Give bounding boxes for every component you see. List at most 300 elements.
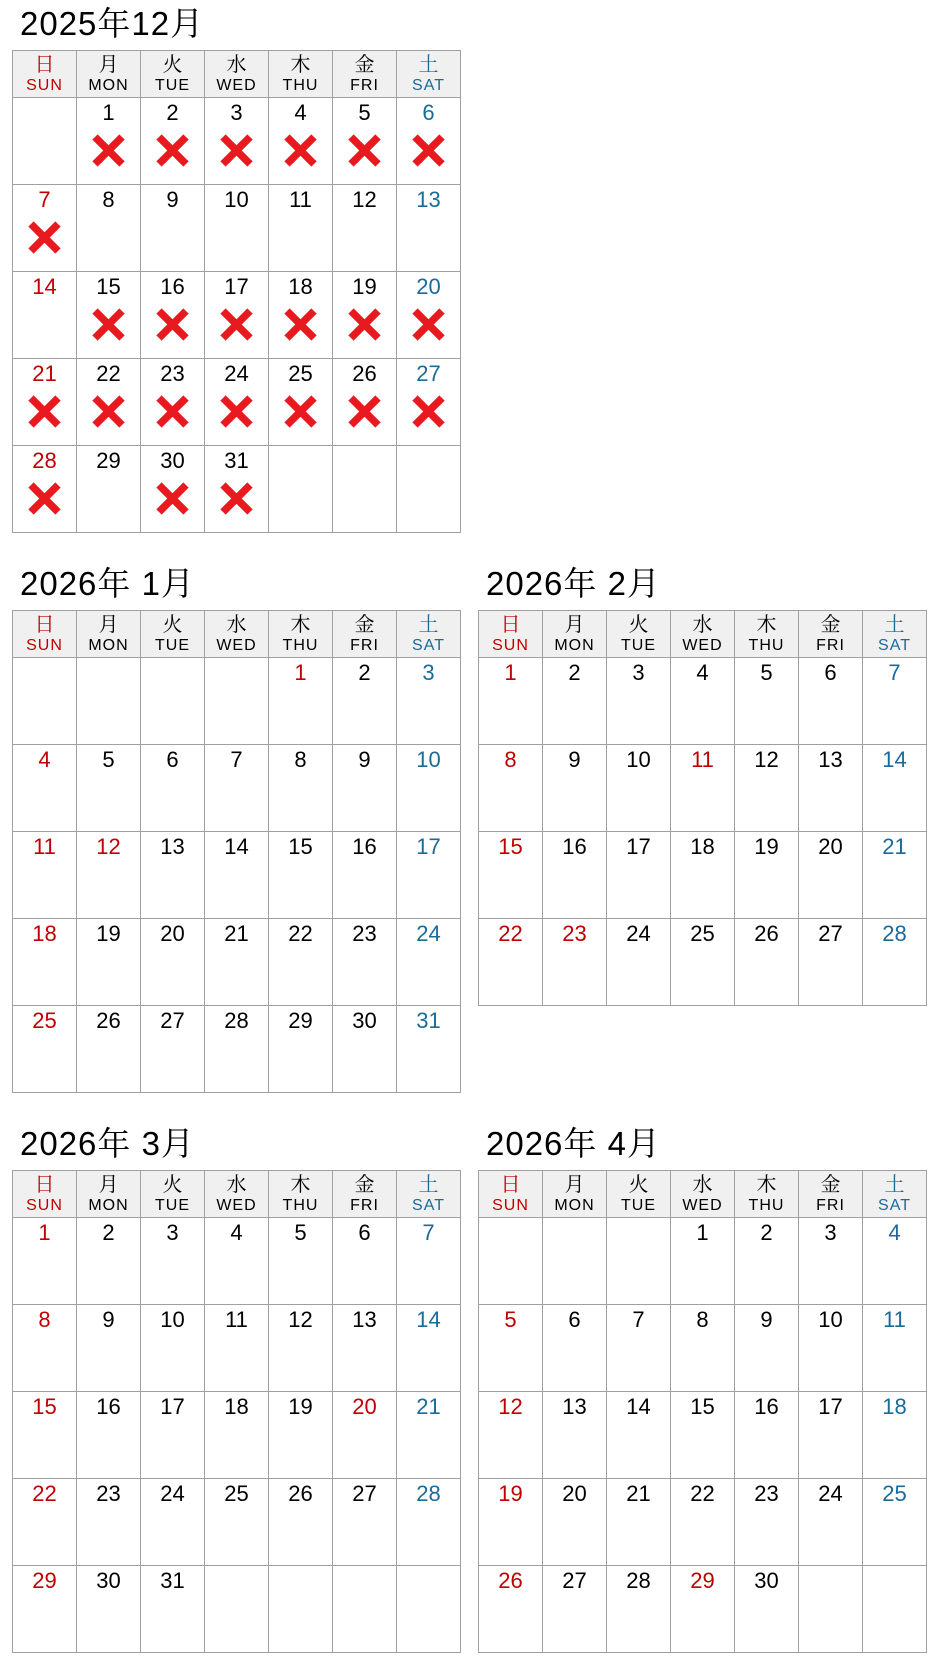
day-number: 11 [33, 834, 56, 859]
weekday-cell-fri [333, 51, 397, 98]
day-number: 23 [754, 1481, 779, 1506]
weekday-kanji: 火 [162, 1174, 183, 1196]
day-number: 19 [352, 274, 377, 299]
day-number: 13 [562, 1394, 587, 1419]
day-cell-2026-04-5 [479, 1305, 543, 1392]
weekday-romaji: FRI [816, 1197, 845, 1214]
day-number: 12 [288, 1307, 313, 1332]
day-cell-2026-02-3 [607, 658, 671, 745]
weekday-cell-sat [397, 51, 461, 98]
day-cell-2026-02-22 [479, 919, 543, 1006]
weekday-cell-thu [269, 1171, 333, 1218]
day-number: 16 [562, 834, 587, 859]
calendar-table [478, 1170, 927, 1653]
weekday-kanji: 土 [884, 614, 905, 636]
day-number: 5 [504, 1307, 517, 1332]
day-number: 20 [818, 834, 843, 859]
day-cell-2026-02-25 [671, 919, 735, 1006]
day-number: 6 [166, 747, 179, 772]
day-number: 1 [294, 660, 307, 685]
day-number: 6 [358, 1220, 371, 1245]
day-cell-2026-03-3 [141, 1218, 205, 1305]
weekday-kanji: 土 [418, 54, 439, 76]
day-number: 7 [38, 187, 51, 212]
day-number: 1 [696, 1220, 709, 1245]
weekday-romaji: MON [554, 1197, 595, 1214]
day-number: 10 [416, 747, 441, 772]
empty-day-cell [13, 98, 77, 185]
day-number: 22 [498, 921, 523, 946]
day-cell-2026-01-28 [205, 1006, 269, 1093]
day-number: 7 [230, 747, 243, 772]
day-number: 2 [358, 660, 371, 685]
day-number: 3 [230, 100, 243, 125]
weekday-kanji: 木 [756, 614, 777, 636]
week-row [13, 832, 461, 919]
day-cell-2025-12-3 [205, 98, 269, 185]
day-cell-2025-12-8 [77, 185, 141, 272]
weekday-romaji: MON [554, 637, 595, 654]
weekday-romaji: THU [282, 77, 319, 94]
day-number: 23 [160, 361, 185, 386]
weekday-romaji: SAT [412, 637, 445, 654]
weekday-romaji: THU [282, 1197, 319, 1214]
day-cell-2026-04-4 [863, 1218, 927, 1305]
weekday-kanji: 日 [500, 1174, 521, 1196]
weekday-cell-mon [543, 1171, 607, 1218]
weekday-romaji: THU [748, 637, 785, 654]
day-number: 5 [294, 1220, 307, 1245]
week-row [13, 446, 461, 533]
day-number: 22 [288, 921, 313, 946]
weekday-kanji: 水 [226, 614, 247, 636]
day-number: 16 [160, 274, 185, 299]
day-number: 26 [352, 361, 377, 386]
weekday-kanji: 月 [98, 54, 119, 76]
day-cell-2026-03-2 [77, 1218, 141, 1305]
day-cell-2025-12-11 [269, 185, 333, 272]
weekday-cell-sat [863, 611, 927, 658]
x-mark-icon [154, 133, 191, 168]
weekday-cell-fri [333, 1171, 397, 1218]
day-cell-2026-01-16 [333, 832, 397, 919]
day-number: 29 [690, 1568, 715, 1593]
day-number: 17 [416, 834, 441, 859]
day-cell-2026-03-20 [333, 1392, 397, 1479]
weekday-cell-tue [607, 611, 671, 658]
x-mark-icon [90, 133, 127, 168]
day-number: 19 [288, 1394, 313, 1419]
day-cell-2026-02-8 [479, 745, 543, 832]
day-cell-2026-02-15 [479, 832, 543, 919]
week-row [479, 1305, 927, 1392]
day-number: 19 [96, 921, 121, 946]
day-cell-2026-04-12 [479, 1392, 543, 1479]
day-cell-2026-02-28 [863, 919, 927, 1006]
day-number: 15 [32, 1394, 57, 1419]
day-number: 9 [760, 1307, 773, 1332]
weekday-cell-tue [607, 1171, 671, 1218]
day-number: 9 [102, 1307, 115, 1332]
day-cell-2025-12-26 [333, 359, 397, 446]
x-mark-icon [154, 307, 191, 342]
day-cell-2026-01-22 [269, 919, 333, 1006]
day-number: 20 [352, 1394, 377, 1419]
weekday-romaji: WED [682, 1197, 723, 1214]
day-cell-2026-01-13 [141, 832, 205, 919]
weekday-romaji: SUN [492, 1197, 529, 1214]
day-cell-2026-02-20 [799, 832, 863, 919]
day-number: 30 [754, 1568, 779, 1593]
weekday-kanji: 木 [290, 614, 311, 636]
empty-day-cell [397, 446, 461, 533]
week-row [479, 1566, 927, 1653]
day-cell-2026-03-28 [397, 1479, 461, 1566]
weekday-romaji: WED [682, 637, 723, 654]
day-number: 18 [32, 921, 57, 946]
weekday-romaji: TUE [621, 637, 656, 654]
month-title: 2025年12月 [20, 5, 205, 42]
week-row [13, 272, 461, 359]
x-mark-icon [218, 394, 255, 429]
weekday-cell-thu [269, 51, 333, 98]
weekday-kanji: 金 [354, 614, 375, 636]
day-cell-2025-12-27 [397, 359, 461, 446]
day-number: 27 [416, 361, 441, 386]
week-row [479, 1218, 927, 1305]
weekday-kanji: 日 [34, 1174, 55, 1196]
weekday-cell-sun [479, 1171, 543, 1218]
day-cell-2026-01-5 [77, 745, 141, 832]
day-cell-2026-03-19 [269, 1392, 333, 1479]
weekday-kanji: 木 [290, 54, 311, 76]
day-number: 8 [294, 747, 307, 772]
day-cell-2026-02-14 [863, 745, 927, 832]
day-number: 2 [568, 660, 581, 685]
day-number: 6 [824, 660, 837, 685]
day-cell-2026-02-7 [863, 658, 927, 745]
day-number: 19 [754, 834, 779, 859]
day-cell-2026-04-27 [543, 1566, 607, 1653]
weekday-romaji: SUN [26, 77, 63, 94]
day-number: 14 [882, 747, 907, 772]
day-number: 21 [224, 921, 249, 946]
weekday-kanji: 土 [884, 1174, 905, 1196]
day-cell-2026-02-26 [735, 919, 799, 1006]
empty-day-cell [13, 658, 77, 745]
weekday-kanji: 日 [500, 614, 521, 636]
day-number: 31 [160, 1568, 185, 1593]
month-2026-02 [478, 563, 927, 1006]
empty-day-cell [333, 446, 397, 533]
day-number: 7 [632, 1307, 645, 1332]
day-number: 8 [696, 1307, 709, 1332]
day-cell-2026-04-26 [479, 1566, 543, 1653]
day-cell-2026-04-15 [671, 1392, 735, 1479]
weekday-romaji: SAT [412, 77, 445, 94]
day-number: 2 [166, 100, 179, 125]
day-number: 8 [102, 187, 115, 212]
day-cell-2026-04-24 [799, 1479, 863, 1566]
day-number: 16 [96, 1394, 121, 1419]
day-cell-2025-12-14 [13, 272, 77, 359]
day-cell-2025-12-1 [77, 98, 141, 185]
day-number: 24 [626, 921, 651, 946]
day-number: 24 [818, 1481, 843, 1506]
week-row [13, 1566, 461, 1653]
weekday-kanji: 火 [628, 1174, 649, 1196]
day-cell-2025-12-15 [77, 272, 141, 359]
weekday-header-row [13, 1171, 461, 1218]
day-number: 15 [498, 834, 523, 859]
day-number: 17 [224, 274, 249, 299]
empty-day-cell [543, 1218, 607, 1305]
day-number: 21 [32, 361, 57, 386]
day-number: 1 [102, 100, 115, 125]
weekday-cell-tue [141, 611, 205, 658]
day-number: 25 [224, 1481, 249, 1506]
empty-day-cell [333, 1566, 397, 1653]
day-number: 28 [32, 448, 57, 473]
day-cell-2026-03-17 [141, 1392, 205, 1479]
x-mark-icon [410, 394, 447, 429]
day-cell-2026-01-3 [397, 658, 461, 745]
weekday-romaji: TUE [155, 1197, 190, 1214]
day-number: 30 [96, 1568, 121, 1593]
day-cell-2026-04-16 [735, 1392, 799, 1479]
day-number: 27 [818, 921, 843, 946]
day-cell-2026-04-17 [799, 1392, 863, 1479]
day-cell-2026-03-6 [333, 1218, 397, 1305]
day-cell-2026-02-6 [799, 658, 863, 745]
day-cell-2026-02-19 [735, 832, 799, 919]
day-cell-2026-03-11 [205, 1305, 269, 1392]
day-number: 3 [632, 660, 645, 685]
day-number: 30 [352, 1008, 377, 1033]
weekday-cell-fri [799, 611, 863, 658]
x-mark-icon [90, 394, 127, 429]
empty-day-cell [205, 1566, 269, 1653]
day-cell-2026-01-4 [13, 745, 77, 832]
day-cell-2026-01-7 [205, 745, 269, 832]
day-cell-2026-03-23 [77, 1479, 141, 1566]
day-cell-2026-03-25 [205, 1479, 269, 1566]
day-cell-2025-12-10 [205, 185, 269, 272]
day-cell-2026-01-17 [397, 832, 461, 919]
weekday-cell-thu [269, 611, 333, 658]
day-cell-2026-02-11 [671, 745, 735, 832]
day-cell-2026-02-13 [799, 745, 863, 832]
day-number: 4 [230, 1220, 243, 1245]
empty-day-cell [607, 1218, 671, 1305]
day-number: 10 [160, 1307, 185, 1332]
day-cell-2026-03-1 [13, 1218, 77, 1305]
weekday-kanji: 水 [692, 614, 713, 636]
x-mark-icon [282, 394, 319, 429]
day-cell-2026-04-7 [607, 1305, 671, 1392]
empty-day-cell [269, 1566, 333, 1653]
month-2026-03 [12, 1123, 461, 1653]
week-row [479, 832, 927, 919]
day-number: 5 [102, 747, 115, 772]
day-number: 28 [224, 1008, 249, 1033]
month-title: 2026年 4月 [486, 1125, 661, 1162]
weekday-romaji: FRI [350, 77, 379, 94]
day-cell-2026-02-10 [607, 745, 671, 832]
day-number: 22 [96, 361, 121, 386]
day-number: 8 [38, 1307, 51, 1332]
x-mark-icon [26, 220, 63, 255]
weekday-romaji: TUE [621, 1197, 656, 1214]
weekday-cell-fri [333, 611, 397, 658]
week-row [13, 1479, 461, 1566]
day-number: 31 [224, 448, 249, 473]
weekday-romaji: SUN [492, 637, 529, 654]
weekday-kanji: 水 [226, 1174, 247, 1196]
day-number: 14 [626, 1394, 651, 1419]
day-number: 23 [96, 1481, 121, 1506]
day-number: 24 [160, 1481, 185, 1506]
day-cell-2026-02-2 [543, 658, 607, 745]
day-number: 3 [166, 1220, 179, 1245]
weekday-kanji: 金 [820, 614, 841, 636]
day-cell-2026-04-8 [671, 1305, 735, 1392]
day-number: 14 [224, 834, 249, 859]
month-title: 2026年 1月 [20, 565, 195, 602]
day-number: 24 [416, 921, 441, 946]
day-number: 31 [416, 1008, 441, 1033]
day-number: 26 [754, 921, 779, 946]
day-number: 28 [416, 1481, 441, 1506]
day-number: 13 [818, 747, 843, 772]
day-cell-2025-12-2 [141, 98, 205, 185]
day-cell-2026-03-4 [205, 1218, 269, 1305]
day-cell-2026-03-31 [141, 1566, 205, 1653]
day-cell-2026-01-18 [13, 919, 77, 1006]
weekday-kanji: 土 [418, 1174, 439, 1196]
x-mark-icon [410, 307, 447, 342]
weekday-romaji: THU [748, 1197, 785, 1214]
day-number: 13 [352, 1307, 377, 1332]
day-number: 27 [160, 1008, 185, 1033]
week-row [479, 1392, 927, 1479]
day-cell-2026-04-21 [607, 1479, 671, 1566]
month-title: 2026年 2月 [486, 565, 661, 602]
day-cell-2026-01-14 [205, 832, 269, 919]
calendar-table [12, 50, 461, 533]
weekday-kanji: 火 [628, 614, 649, 636]
day-cell-2026-01-21 [205, 919, 269, 1006]
weekday-header-row [13, 611, 461, 658]
day-number: 20 [416, 274, 441, 299]
day-cell-2026-01-15 [269, 832, 333, 919]
day-number: 22 [32, 1481, 57, 1506]
day-number: 26 [498, 1568, 523, 1593]
day-number: 2 [102, 1220, 115, 1245]
day-cell-2026-01-19 [77, 919, 141, 1006]
weekday-romaji: SUN [26, 1197, 63, 1214]
day-cell-2026-04-13 [543, 1392, 607, 1479]
day-number: 13 [160, 834, 185, 859]
day-cell-2026-01-27 [141, 1006, 205, 1093]
day-cell-2026-02-23 [543, 919, 607, 1006]
day-cell-2026-04-25 [863, 1479, 927, 1566]
day-number: 30 [160, 448, 185, 473]
day-cell-2026-01-23 [333, 919, 397, 1006]
day-number: 11 [883, 1307, 906, 1332]
empty-day-cell [269, 446, 333, 533]
day-number: 17 [818, 1394, 843, 1419]
day-cell-2026-02-16 [543, 832, 607, 919]
day-number: 10 [224, 187, 249, 212]
weekday-romaji: MON [88, 77, 129, 94]
day-number: 29 [96, 448, 121, 473]
day-number: 18 [882, 1394, 907, 1419]
day-number: 14 [32, 274, 57, 299]
day-cell-2026-04-22 [671, 1479, 735, 1566]
x-mark-icon [218, 133, 255, 168]
day-number: 11 [289, 187, 312, 212]
day-number: 28 [626, 1568, 651, 1593]
week-row [13, 98, 461, 185]
day-cell-2025-12-18 [269, 272, 333, 359]
weekday-romaji: FRI [350, 1197, 379, 1214]
day-cell-2026-03-9 [77, 1305, 141, 1392]
day-cell-2026-01-2 [333, 658, 397, 745]
day-cell-2026-01-31 [397, 1006, 461, 1093]
day-number: 8 [504, 747, 517, 772]
weekday-kanji: 日 [34, 54, 55, 76]
x-mark-icon [26, 481, 63, 516]
day-number: 25 [882, 1481, 907, 1506]
week-row [479, 658, 927, 745]
weekday-kanji: 月 [564, 614, 585, 636]
weekday-cell-sat [397, 1171, 461, 1218]
x-mark-icon [282, 133, 319, 168]
week-row [13, 1006, 461, 1093]
calendar-table [12, 610, 461, 1093]
day-cell-2026-03-29 [13, 1566, 77, 1653]
day-cell-2025-12-6 [397, 98, 461, 185]
x-mark-icon [410, 133, 447, 168]
day-cell-2025-12-20 [397, 272, 461, 359]
weekday-cell-mon [543, 611, 607, 658]
week-row [479, 745, 927, 832]
day-cell-2026-04-6 [543, 1305, 607, 1392]
x-mark-icon [218, 307, 255, 342]
day-number: 17 [626, 834, 651, 859]
day-number: 21 [882, 834, 907, 859]
day-cell-2026-01-11 [13, 832, 77, 919]
month-2026-01 [12, 563, 461, 1093]
day-cell-2026-01-9 [333, 745, 397, 832]
day-cell-2026-03-18 [205, 1392, 269, 1479]
week-row [13, 359, 461, 446]
weekday-kanji: 金 [354, 54, 375, 76]
day-cell-2026-04-19 [479, 1479, 543, 1566]
day-cell-2026-03-16 [77, 1392, 141, 1479]
weekday-header-row [479, 1171, 927, 1218]
x-mark-icon [218, 481, 255, 516]
day-number: 9 [358, 747, 371, 772]
day-cell-2026-03-14 [397, 1305, 461, 1392]
day-number: 4 [294, 100, 307, 125]
day-number: 5 [760, 660, 773, 685]
week-row [13, 185, 461, 272]
day-number: 21 [416, 1394, 441, 1419]
x-mark-icon [346, 307, 383, 342]
day-number: 24 [224, 361, 249, 386]
